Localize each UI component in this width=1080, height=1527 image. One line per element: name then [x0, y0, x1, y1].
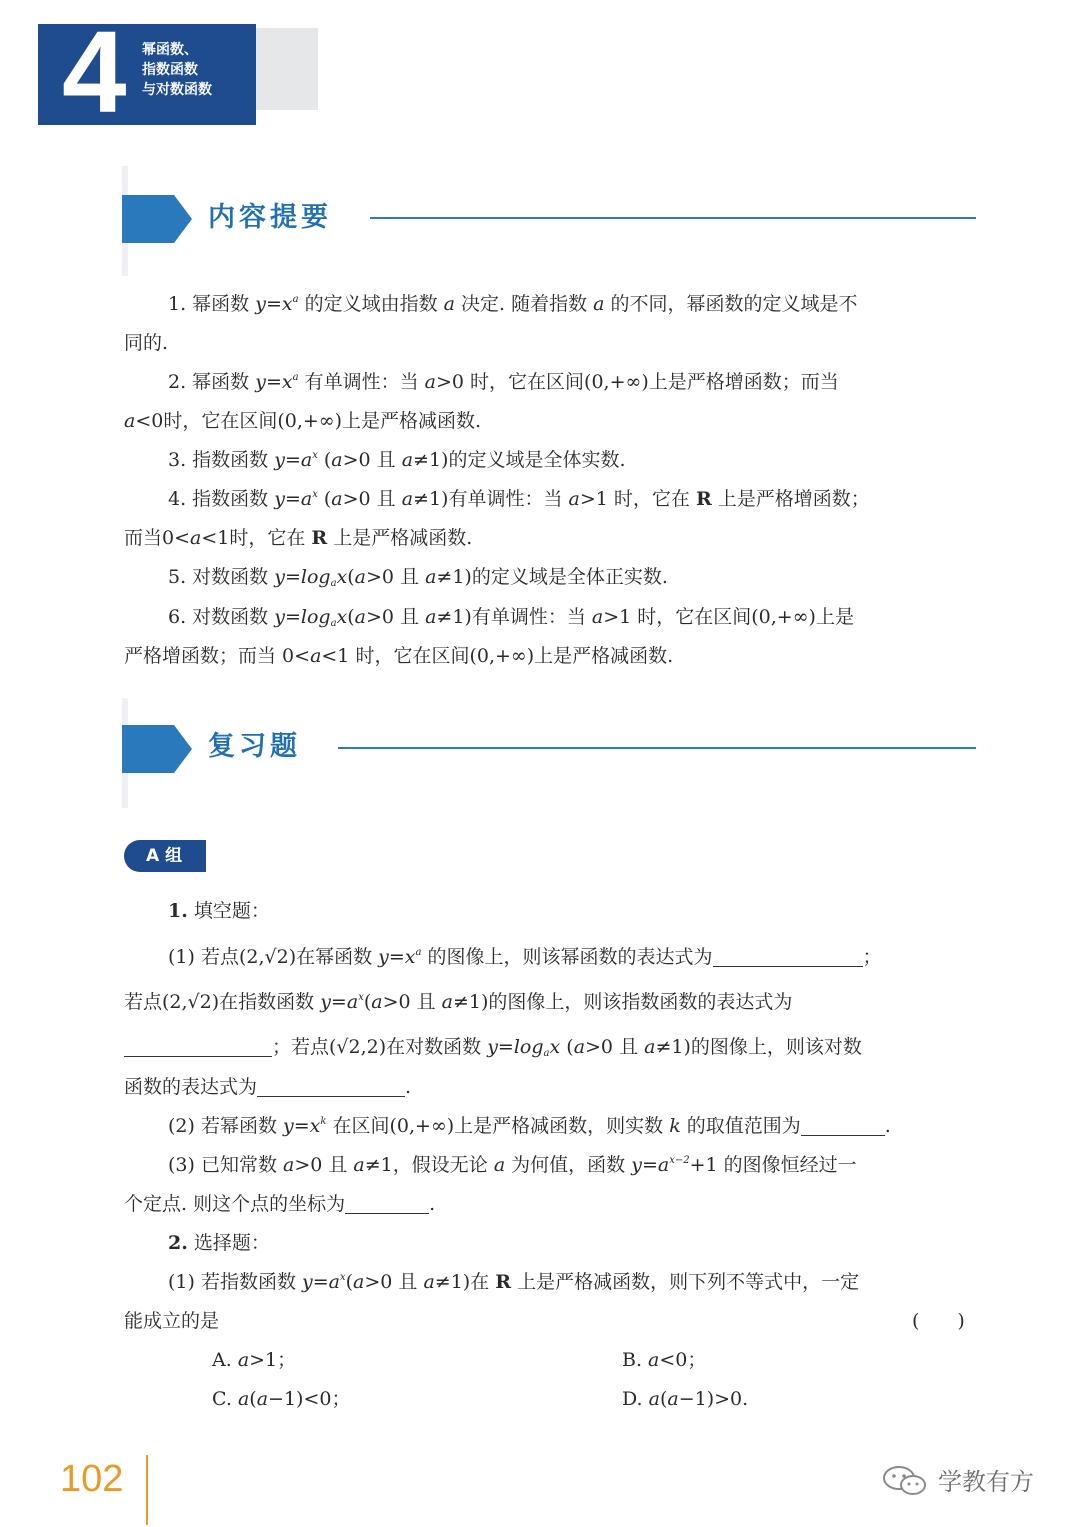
answer-blank[interactable] [713, 946, 863, 967]
wechat-icon [880, 1464, 934, 1498]
option-a[interactable]: A. a>1； [212, 1349, 297, 1371]
question-line: (1) 若指数函数 $y=a^x(a>0$ 且 a≠1)在 R 上是严格减函数，则下列不等式中，一定 [168, 1271, 860, 1293]
section-rule [370, 217, 976, 219]
summary-line: 6. 对数函数 $y=\log_ax(a>0$ 且 a≠1)有单调性：当 a>1 时，它在区间(0,+∞)上是 [168, 606, 854, 629]
question-line: (3) 已知常数 a>0 且 a≠1，假设无论 a 为何值，函数 $y=a^{x-2}+1$ 的图像恒经过一 [168, 1154, 857, 1176]
summary-line: 而当0<a<1时，它在 R 上是严格减函数. [124, 527, 473, 549]
question-line: 能成立的是 [124, 1310, 220, 1332]
question-line: 个定点. 则这个点的坐标为 . [124, 1193, 436, 1215]
option-c[interactable]: C. a(a−1)<0； [212, 1388, 351, 1410]
page-number-divider [146, 1455, 148, 1525]
question-line: ；若点(√2,2)在对数函数 $y=\log_ax$ (a>0 且 a≠1)的图像上，则该对数 [124, 1028, 862, 1067]
question-line: 若点(2,√2)在指数函数 $y=a^x(a>0$ 且 a≠1)的图像上，则该指数函数的表达式为 [124, 991, 793, 1013]
section-arrow-icon [122, 195, 192, 243]
question-line: (1) 若点(2,√2)在幂函数 $y=x^a$ 的图像上，则该幂函数的表达式为 ； [168, 946, 882, 968]
chapter-title-line: 与对数函数 [142, 82, 212, 98]
summary-line: 严格增函数；而当 0<a<1 时，它在区间(0,+∞)上是严格减函数. [124, 645, 674, 667]
option-d[interactable]: D. a(a−1)>0. [622, 1388, 749, 1410]
summary-line: a<0时，它在区间(0,+∞)上是严格减函数. [124, 410, 482, 432]
answer-blank[interactable] [124, 1036, 272, 1057]
option-b[interactable]: B. a<0； [622, 1349, 707, 1371]
page-number: 102 [60, 1458, 124, 1500]
summary-line: 5. 对数函数 $y=\log_ax(a>0$ 且 a≠1)的定义域是全体正实数. [168, 566, 668, 589]
summary-line: 同的. [124, 332, 169, 354]
question-line: 函数的表达式为 . [124, 1076, 412, 1098]
chapter-title [142, 40, 212, 100]
answer-blank[interactable] [801, 1115, 885, 1136]
section-title-review: 复习题 [208, 731, 301, 762]
chapter-number: 4 [62, 7, 127, 137]
chapter-title-line: 指数函数 [142, 62, 198, 78]
question-line: (2) 若幂函数 $y=x^k$ 在区间(0,+∞)上是严格减函数，则实数 k 的取值范围为 . [168, 1115, 891, 1137]
summary-line: 1. 幂函数 $y=x^a$ 的定义域由指数 a 决定. 随着指数 a 的不同，幂函数的定义域是不 [168, 293, 858, 315]
answer-blank[interactable] [345, 1193, 429, 1214]
question-title: 2. 选择题： [168, 1232, 270, 1254]
section-rule [338, 747, 976, 749]
section-title-summary: 内容提要 [208, 202, 332, 233]
section-arrow-icon [122, 725, 192, 773]
summary-line: 4. 指数函数 $y=a^x$ (a>0 且 a≠1)有单调性：当 a>1 时，它在 R 上是严格增函数； [168, 488, 870, 510]
group-badge: A 组 [124, 840, 206, 872]
chapter-title-line: 幂函数、 [142, 42, 198, 58]
summary-line: 2. 幂函数 $y=x^a$ 有单调性：当 a>0 时，它在区间(0,+∞)上是严格增函数；而当 [168, 371, 839, 393]
summary-line: 3. 指数函数 $y=a^x$ (a>0 且 a≠1)的定义域是全体实数. [168, 449, 626, 471]
watermark-text: 学教有方 [938, 1468, 1034, 1496]
answer-bracket[interactable]: ( ) [912, 1310, 965, 1332]
answer-blank[interactable] [257, 1076, 405, 1097]
question-title: 1. 填空题： [168, 900, 270, 922]
